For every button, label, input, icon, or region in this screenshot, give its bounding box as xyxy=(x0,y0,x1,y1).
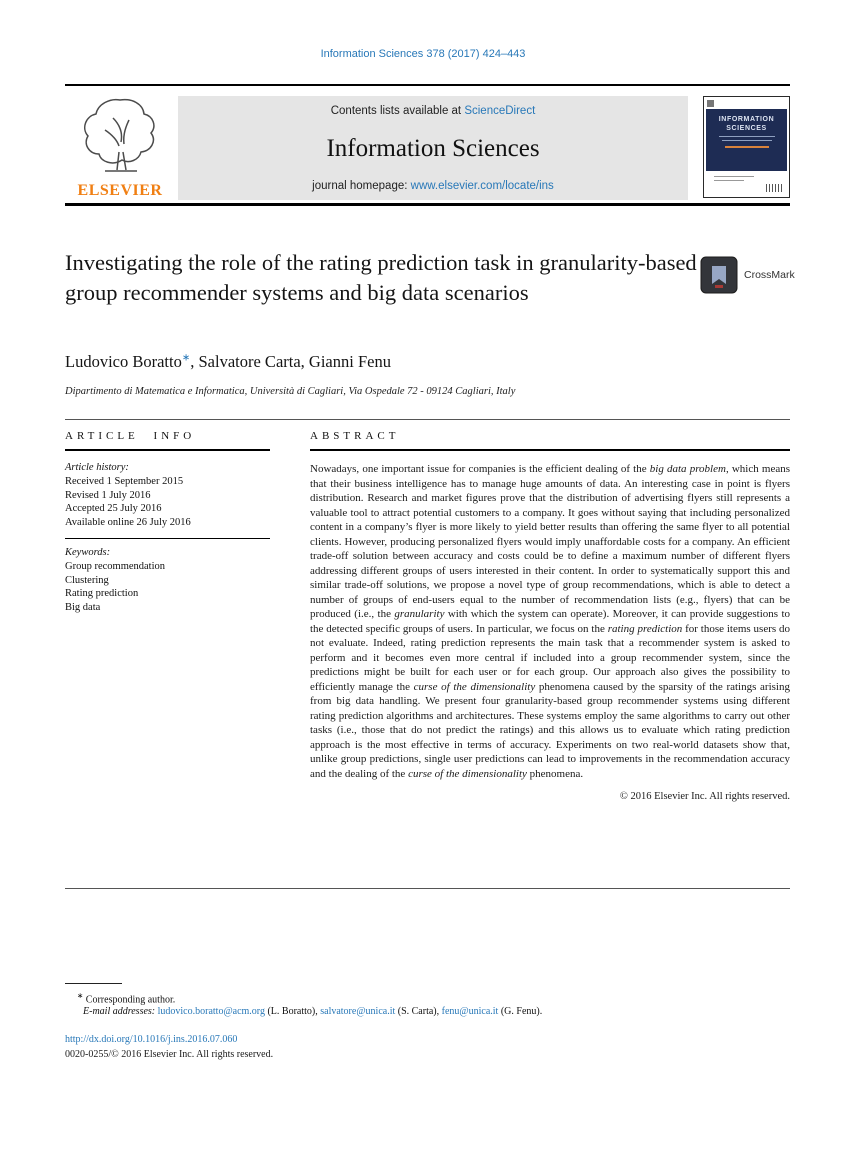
elsevier-tree-icon xyxy=(77,96,163,174)
sciencedirect-link[interactable]: ScienceDirect xyxy=(464,105,536,117)
cover-title-line2: SCIENCES xyxy=(726,124,767,132)
cover-decoration xyxy=(714,180,744,181)
email-suffix: (S. Carta), xyxy=(395,1006,442,1017)
article-info-heading: ARTICLE INFO xyxy=(65,430,270,451)
cover-decoration xyxy=(725,146,769,148)
cover-title-line1: INFORMATION xyxy=(718,116,775,123)
keywords-label: Keywords: xyxy=(65,547,111,558)
header-bottom-rule xyxy=(65,203,790,206)
keyword-item: Big data xyxy=(65,601,101,613)
journal-banner xyxy=(178,96,688,200)
cover-decoration xyxy=(722,140,772,141)
keywords-divider-rule xyxy=(65,538,270,539)
footnote-mark: ∗ xyxy=(77,991,84,1000)
journal-citation-line xyxy=(0,48,846,60)
journal-header xyxy=(65,96,790,200)
contents-prefix: Contents lists available at xyxy=(330,105,465,117)
footnote-rule xyxy=(65,983,122,984)
email-carta[interactable]: salvatore@unica.it xyxy=(320,1006,396,1017)
cover-title xyxy=(706,109,787,133)
author-rest: , Salvatore Carta, Gianni Fenu xyxy=(190,352,391,371)
cover-barcode xyxy=(766,184,784,192)
abstract-heading: ABSTRACT xyxy=(310,430,790,451)
author-list xyxy=(65,352,391,372)
abstract-bottom-rule xyxy=(65,888,790,889)
doi-line xyxy=(65,1034,237,1045)
contents-line xyxy=(331,105,536,117)
corresponding-author-mark[interactable]: ∗ xyxy=(181,352,191,364)
journal-title: Information Sciences xyxy=(326,134,540,162)
cover-decoration xyxy=(714,176,754,177)
email-suffix: (L. Boratto), xyxy=(264,1006,321,1017)
article-info-section xyxy=(65,430,270,614)
cover-decoration-bottom xyxy=(706,171,787,194)
email-suffix: (G. Fenu). xyxy=(498,1006,543,1017)
abstract-text: Nowadays, one important issue for companies is the efficient dealing of the big data problem, which means that their business intelligence has to manage huge amounts of data. An interesting case in point is flyers distribution. Research and market figures prove that the distribution of advertising flyers still represents a valuable tool to attract potential customers to a company. It goes without saying that including personalized content in a company’s flyer is more likely to yield better results than offering the same flyer to all potential clients. However, producing personalized flyers would imply unaffordable costs for a company. An efficient trade-off solution between accuracy and costs could be to define a maximum number of different flyers addressing different groups of users interested in their content. In order to systematically support this and similar trade-off solutions, we propose a novel type of group recommendations, which is able to detect a number of groups of end-users equal to the number of recommendation lists (e.g., flyers) that can be produced (i.e., the granularity with which the system can operate). Moreover, it can provide suggestions to the detected specific groups of users. In particular, we focus on the rating prediction for those items users do not evaluate. Indeed, rating prediction represents the main task that a recommender system is asked to perform and it becomes even more central if included into a group recommender system, since the predictions might be built for each user or for each group. Our approach also gives the possibility to efficiently manage the curse of the dimensionality phenomena caused by the sparsity of the ratings arising from big data handling. We present four granularity-based group recommender systems using different rating prediction algorithms and architectures. These systems employ the same algorithms to carry out other tasks (i.e., those that do not predict the ratings) and this allows us to evaluate which rating prediction approach is the most effective in terms of accuracy. Experiments on two real-world datasets show that, unlike group predictions, single user predictions can lead to improvements in the recommendation accuracy and the dealing of the curse of the dimensionality phenomena. xyxy=(310,463,791,780)
elsevier-wordmark: ELSEVIER xyxy=(77,182,163,199)
homepage-link[interactable]: www.elsevier.com/locate/ins xyxy=(410,180,554,192)
journal-citation-link[interactable]: Information Sciences 378 (2017) 424–443 xyxy=(320,48,526,60)
doi-link[interactable]: http://dx.doi.org/10.1016/j.ins.2016.07.060 xyxy=(65,1034,238,1045)
cover-decoration-top xyxy=(706,99,787,109)
homepage-line xyxy=(312,180,554,192)
history-accepted: Accepted 25 July 2016 xyxy=(65,503,162,514)
history-received: Received 1 September 2015 xyxy=(65,476,184,487)
journal-cover-thumbnail[interactable] xyxy=(703,96,790,198)
keyword-item: Rating prediction xyxy=(65,588,139,599)
history-revised: Revised 1 July 2016 xyxy=(65,489,151,501)
corresponding-author-note xyxy=(77,991,175,1005)
top-rule xyxy=(65,84,790,86)
keyword-item: Group recommendation xyxy=(65,561,166,572)
footnote-text: Corresponding author. xyxy=(83,994,176,1006)
abstract-section xyxy=(310,430,790,802)
cover-mini-logo xyxy=(707,100,714,107)
crossmark-icon xyxy=(700,256,738,294)
email-fenu[interactable]: fenu@unica.it xyxy=(441,1006,499,1017)
email-label: E-mail addresses: xyxy=(83,1006,158,1017)
keyword-item: Clustering xyxy=(65,574,109,586)
history-online: Available online 26 July 2016 xyxy=(65,516,191,528)
elsevier-logo xyxy=(65,96,175,200)
email-addresses-line xyxy=(83,1006,542,1017)
abstract-copyright: © 2016 Elsevier Inc. All rights reserved. xyxy=(619,791,790,802)
cover-decoration xyxy=(719,136,775,137)
history-label: Article history: xyxy=(65,462,129,473)
author-first: Ludovico Boratto xyxy=(65,352,182,371)
crossmark-badge[interactable] xyxy=(700,256,800,294)
title-section-rule xyxy=(65,419,790,420)
email-boratto[interactable]: ludovico.boratto@acm.org xyxy=(157,1006,265,1017)
issn-copyright-line: 0020-0255/© 2016 Elsevier Inc. All rights reserved. xyxy=(65,1049,274,1060)
crossmark-label: CrossMark xyxy=(744,269,795,281)
cover-body xyxy=(706,109,787,171)
article-title: Investigating the role of the rating prediction task in granularity-based group recommender systems and big data scenarios xyxy=(65,250,697,305)
homepage-prefix: journal homepage: xyxy=(312,180,411,192)
affiliation: Dipartimento di Matematica e Informatica, Università di Cagliari, Via Ospedale 72 - 09124 Cagliari, Italy xyxy=(65,386,516,397)
